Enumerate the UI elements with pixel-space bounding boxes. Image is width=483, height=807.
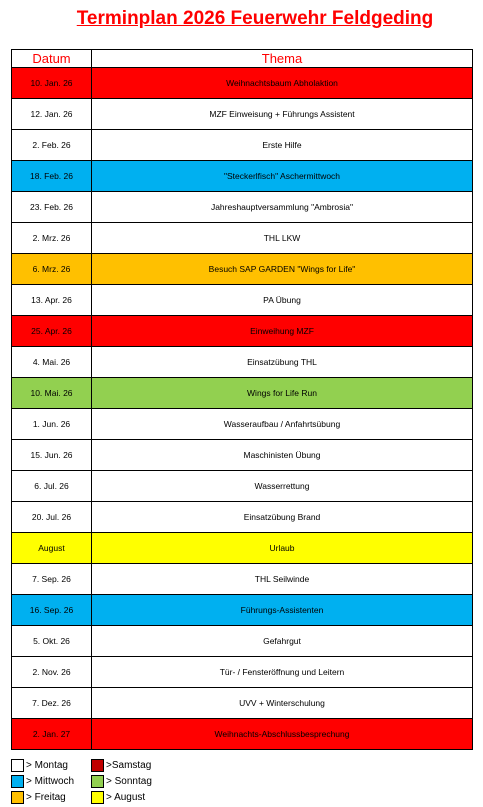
topic-cell: "Steckerlfisch" Aschermittwoch bbox=[92, 161, 473, 192]
legend-label: > Freitag bbox=[26, 791, 66, 803]
legend-swatch bbox=[91, 791, 104, 804]
date-cell: 2. Jan. 27 bbox=[12, 719, 92, 750]
table-row bbox=[12, 502, 473, 533]
schedule-body bbox=[12, 68, 473, 750]
topic-cell: THL LKW bbox=[92, 223, 473, 254]
date-cell: 5. Okt. 26 bbox=[12, 626, 92, 657]
topic-cell: THL Seilwinde bbox=[92, 564, 473, 595]
legend-item bbox=[11, 773, 74, 789]
date-cell: 7. Dez. 26 bbox=[12, 688, 92, 719]
topic-cell: Maschinisten Übung bbox=[92, 440, 473, 471]
date-cell: 10. Jan. 26 bbox=[12, 68, 92, 99]
date-cell: 2. Feb. 26 bbox=[12, 130, 92, 161]
date-cell: 13. Apr. 26 bbox=[12, 285, 92, 316]
legend-item bbox=[91, 789, 145, 805]
table-row bbox=[12, 471, 473, 502]
topic-cell: Erste Hilfe bbox=[92, 130, 473, 161]
schedule-table bbox=[11, 49, 473, 750]
date-cell: 6. Mrz. 26 bbox=[12, 254, 92, 285]
table-row bbox=[12, 564, 473, 595]
header-thema: Thema bbox=[92, 50, 473, 68]
table-row bbox=[12, 254, 473, 285]
table-row bbox=[12, 223, 473, 254]
table-row bbox=[12, 409, 473, 440]
topic-cell: Besuch SAP GARDEN "Wings for Life" bbox=[92, 254, 473, 285]
topic-cell: Tür- / Fensteröffnung und Leitern bbox=[92, 657, 473, 688]
legend-label: > Mittwoch bbox=[26, 775, 75, 787]
date-cell: 23. Feb. 26 bbox=[12, 192, 92, 223]
table-row bbox=[12, 316, 473, 347]
legend-label: > August bbox=[106, 791, 146, 803]
legend-swatch bbox=[91, 759, 104, 772]
date-cell: 15. Jun. 26 bbox=[12, 440, 92, 471]
date-cell: 18. Feb. 26 bbox=[12, 161, 92, 192]
legend-swatch bbox=[11, 759, 24, 772]
date-cell: 25. Apr. 26 bbox=[12, 316, 92, 347]
table-row bbox=[12, 378, 473, 409]
table-row bbox=[12, 440, 473, 471]
table-row bbox=[12, 68, 473, 99]
date-cell: 6. Jul. 26 bbox=[12, 471, 92, 502]
table-row bbox=[12, 130, 473, 161]
date-cell: 20. Jul. 26 bbox=[12, 502, 92, 533]
topic-cell: Wasseraufbau / Anfahrtsübung bbox=[92, 409, 473, 440]
header-datum: Datum bbox=[12, 50, 92, 68]
topic-cell: PA Übung bbox=[92, 285, 473, 316]
table-row bbox=[12, 626, 473, 657]
date-cell: 7. Sep. 26 bbox=[12, 564, 92, 595]
table-row bbox=[12, 533, 473, 564]
legend-item bbox=[11, 789, 66, 805]
topic-cell: Einsatzübung THL bbox=[92, 347, 473, 378]
legend-swatch bbox=[91, 775, 104, 788]
date-cell: 2. Mrz. 26 bbox=[12, 223, 92, 254]
topic-cell: MZF Einweisung + Führungs Assistent bbox=[92, 99, 473, 130]
date-cell: August bbox=[12, 533, 92, 564]
date-cell: 1. Jun. 26 bbox=[12, 409, 92, 440]
legend-swatch bbox=[11, 791, 24, 804]
table-row bbox=[12, 595, 473, 626]
topic-cell: Urlaub bbox=[92, 533, 473, 564]
legend-label: >Samstag bbox=[106, 759, 152, 771]
table-row bbox=[12, 657, 473, 688]
date-cell: 16. Sep. 26 bbox=[12, 595, 92, 626]
date-cell: 4. Mai. 26 bbox=[12, 347, 92, 378]
topic-cell: Weihnachts-Abschlussbesprechung bbox=[92, 719, 473, 750]
table-row bbox=[12, 99, 473, 130]
table-row bbox=[12, 285, 473, 316]
topic-cell: UVV + Winterschulung bbox=[92, 688, 473, 719]
topic-cell: Führungs-Assistenten bbox=[92, 595, 473, 626]
date-cell: 12. Jan. 26 bbox=[12, 99, 92, 130]
topic-cell: Weihnachtsbaum Abholaktion bbox=[92, 68, 473, 99]
topic-cell: Wings for Life Run bbox=[92, 378, 473, 409]
date-cell: 2. Nov. 26 bbox=[12, 657, 92, 688]
topic-cell: Gefahrgut bbox=[92, 626, 473, 657]
topic-cell: Einsatzübung Brand bbox=[92, 502, 473, 533]
table-row bbox=[12, 719, 473, 750]
table-row bbox=[12, 161, 473, 192]
legend-item bbox=[91, 757, 151, 773]
topic-cell: Einweihung MZF bbox=[92, 316, 473, 347]
topic-cell: Jahreshauptversammlung "Ambrosia" bbox=[92, 192, 473, 223]
legend-item bbox=[91, 773, 152, 789]
table-row bbox=[12, 347, 473, 378]
legend-label: > Montag bbox=[26, 759, 68, 771]
color-legend bbox=[11, 757, 211, 805]
legend-item bbox=[11, 757, 68, 773]
table-row bbox=[12, 688, 473, 719]
date-cell: 10. Mai. 26 bbox=[12, 378, 92, 409]
page-title: Terminplan 2026 Feuerwehr Feldgeding bbox=[76, 8, 434, 29]
header-row bbox=[12, 50, 473, 68]
legend-label: > Sonntag bbox=[106, 775, 152, 787]
table-row bbox=[12, 192, 473, 223]
topic-cell: Wasserrettung bbox=[92, 471, 473, 502]
legend-swatch bbox=[11, 775, 24, 788]
